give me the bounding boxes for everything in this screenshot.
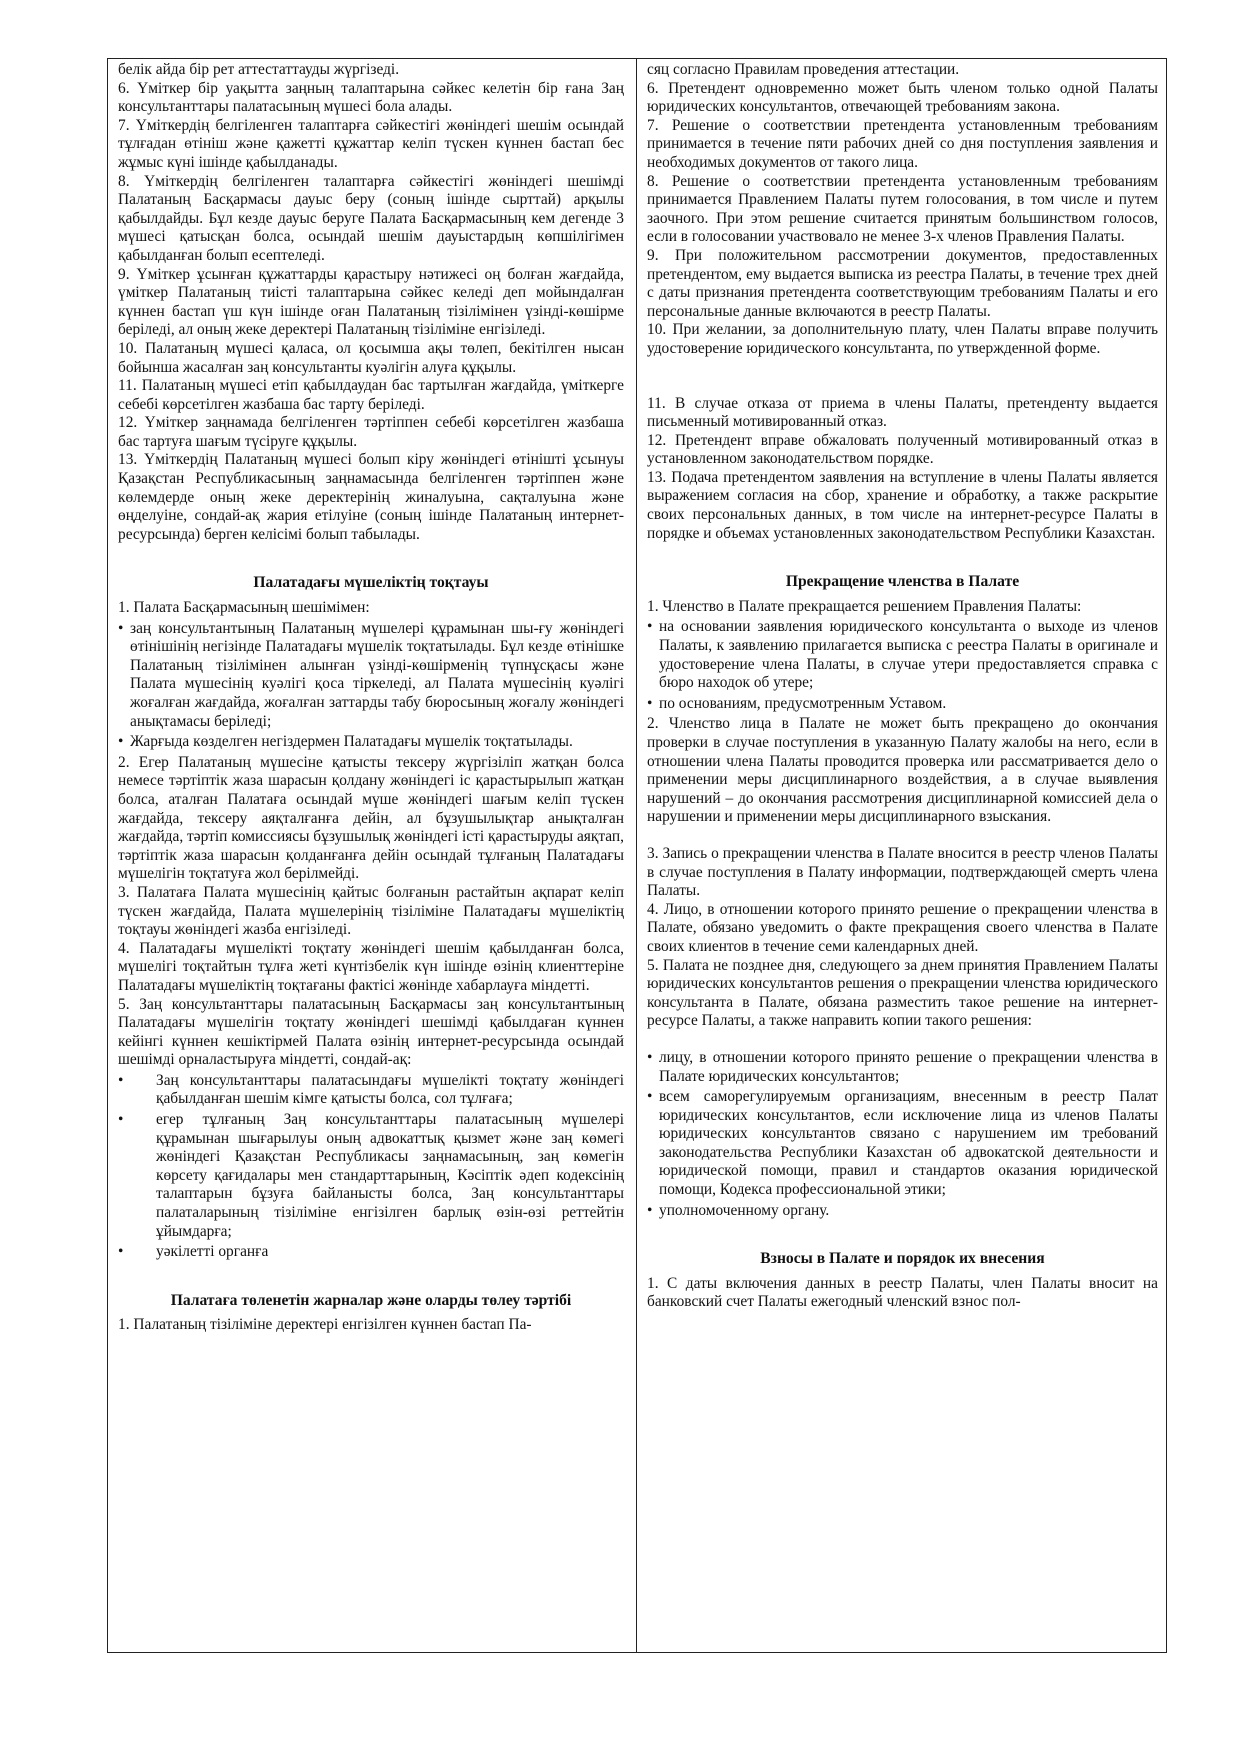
paragraph: 10. Палатаның мүшесі қаласа, ол қосымша ақы төлеп, бекітілген нысан бойынша жасалған заң консультанты куәлігін алуға құқылы. <box>118 339 624 376</box>
bullet-item: • заң консультантының Палатаның мүшелері құрамынан шы-ғу жөніндегі өтінішінің негізінде Палатадағы мүшелік тоқтатылады. Бұл кезде өтінішке Палатаның тізілімінен алынған үзінді-көшірменің түпнұсқасы және Палата мүшесінің куәлігі қоса тіркеледі, ал Палата мүшесінің куәлігі жоғалған жағдайда, жоғалған заттарды табу бюросының жоғалу жөніндегі анықтамасы беріледі; <box>118 619 624 730</box>
paragraph: 6. Үміткер бір уақытта заңның талаптарына сәйкес келетін бір ғана Заң консультанттары палатасының мүшесі бола алады. <box>118 79 624 116</box>
paragraph: 9. Үміткер ұсынған құжаттарды қарастыру нәтижесі оң болған жағдайда, үміткер Палатаның тиісті талаптарына сәйкес келеді деп мойындалған күннен бастап үш күн ішінде оған Палатаның тізілімінен үзінді-көшірме беріледі, ал оның жеке деректері Палатаның тізіліміне енгізіледі. <box>118 265 624 339</box>
paragraph: 1. С даты включения данных в реестр Палаты, член Палаты вносит на банковский счет Палаты ежегодный членский взнос пол- <box>647 1274 1158 1311</box>
paragraph: 10. При желании, за дополнительную плату, член Палаты вправе получить удостоверение юридического консультанта, по утвержденной форме. <box>647 321 1158 357</box>
paragraph: 8. Решение о соответствии претендента установленным требованиям принимается Правлением Палаты путем голосования, в том числе и путем заочного. При этом решение считается принятым большинством голосов, если в голосовании участвовало не менее 3-х членов Правления Палаты. <box>647 172 1158 246</box>
section-heading: Прекращение членства в Палате <box>785 573 1020 591</box>
paragraph: 6. Претендент одновременно может быть членом только одной Палаты юридических консультантов, отвечающей требованиям закона. <box>647 79 1158 116</box>
paragraph: белік айда бір рет аттестаттауды жүргізеді. <box>118 61 400 78</box>
paragraph: 13. Үміткердің Палатаның мүшесі болып кіру жөніндегі өтінішті ұсынуы Қазақстан Республикасының заңнамасында белгіленген тәртіппен және көлемдерде оның жеке деректерінің жиналуына, сақталуына және өңделуіне, сондай-ақ жария етілуіне (соның ішінде Палатаның интернет-ресурсында) берген келісімі болып табылады. <box>118 451 624 543</box>
bullet-icon: • <box>647 1048 653 1066</box>
bullet-item: • Заң консультанттары палатасындағы мүшелікті тоқтату жөніндегі қабылданған шешім кімге қатысты болса, сол тұлғаға; <box>118 1071 624 1108</box>
bullet-icon: • <box>118 733 124 751</box>
paragraph: 11. В случае отказа от приема в члены Палаты, претенденту выдается письменный мотивированный отказ. <box>647 394 1158 431</box>
bullet-item: • уәкілетті органға <box>118 1243 269 1261</box>
paragraph: 12. Претендент вправе обжаловать полученный мотивированный отказ в установленном законодательством порядке. <box>647 431 1158 468</box>
paragraph: сяц согласно Правилам проведения аттестации. <box>647 61 960 78</box>
paragraph: 3. Запись о прекращении членства в Палате вносится в реестр членов Палаты в случае поступления в Палату информации, подтверждающей смерть члена Палаты. <box>647 844 1158 900</box>
bullet-icon: • <box>647 1088 653 1106</box>
bullet-icon: • <box>647 1201 653 1219</box>
bullet-item: • егер тұлғаның Заң консультанттары палатасының мүшелері құрамынан шығарылуы оның адвокаттық қызмет және заң көмегі жөніндегі Қазақстан Республикасы заңнамасының, заң көмегін көрсету қағидалары мен стандарттарының, Кәсіптік әдеп кодексінің талаптарын бұзуға байланысты болса, Заң консультанттары палаталарының тізіліміне енгізілген барлық өзін-өзі реттейтін ұйымдарға; <box>118 1111 624 1240</box>
bullet-item: • по основаниям, предусмотренным Уставом. <box>647 694 947 712</box>
paragraph: 11. Палатаның мүшесі етіп қабылдаудан бас тартылған жағдайда, үміткерге себебі көрсетілген жазбаша бас тарту беріледі. <box>118 377 624 413</box>
paragraph: 2. Егер Палатаның мүшесіне қатысты тексеру жүргізіліп жатқан болса немесе тәртіптік жаза шарасын қолдану жөніндегі іс қарастырылып жатқан болса, аталған Палатаға осындай мүше жөніндегі шағым келіп түскен жағдайда, тексеру аяқталғанға дейін, ал бұзушылықтар анықталған жағдайда, тәртіп комиссиясы бұзушылық жөніндегі істі қарастыруды аяқтап, тәртіптік жаза шарасын қолданғанға дейін осындай тұлғаның Палатадағы мүшелігін тоқтатуға жол берілмейді. <box>118 753 624 883</box>
spacer <box>647 377 1158 395</box>
paragraph: 5. Заң консультанттары палатасының Басқармасы заң консультантының Палатадағы мүшелігін тоқтату жөніндегі шешімді қабылдаған күннен кейінгі күннен кешіктірмей Палата өзінің интернет-ресурсында осындай шешімді орналастыруға міндетті, сондай-ақ: <box>118 995 624 1069</box>
document-page <box>107 58 1167 1653</box>
paragraph: 1. Палатаның тізіліміне деректері енгізілген күннен бастап Па- <box>118 1316 532 1334</box>
paragraph: 1. Палата Басқармасының шешімімен: <box>118 599 370 617</box>
bullet-item: • лицу, в отношении которого принято решение о прекращении членства в Палате юридических консультантов; <box>647 1048 1158 1085</box>
section-heading: Палатадағы мүшеліктің тоқтауы <box>253 574 489 592</box>
bullet-icon: • <box>118 1111 124 1129</box>
bullet-item: • всем саморегулируемым организациям, внесенным в реестр Палат юридических консультантов, если исключение лица из членов Палаты юридических консультантов связано с нарушением им требований законодательства Республики Казахстан об адвокатской деятельности и юридической помощи, правил и стандартов оказания юридической помощи, Кодекса профессиональной этики; <box>647 1088 1158 1199</box>
paragraph: 12. Үміткер заңнамада белгіленген тәртіппен себебі көрсетілген жазбаша бас тартуға шағым түсіруге құқылы. <box>118 414 624 450</box>
kazakh-column <box>108 59 637 1652</box>
bullet-item: • на основании заявления юридического консультанта о выходе из членов Палаты, к заявлению прилагается выписка с реестра Палаты в оригинале и удостоверение члена Палаты, в случае утери предоставляется справка с бюро находок об утере; <box>647 618 1158 692</box>
bullet-icon: • <box>647 618 653 636</box>
russian-column <box>637 59 1166 1652</box>
paragraph: 13. Подача претендентом заявления на вступление в члены Палаты является выражением согласия на сбор, хранение и обработку, а также раскрытие своих персональных данных, в том числе на интернет-ресурсе Палаты в порядке и объемах установленных законодательством Республики Казахстан. <box>647 468 1158 542</box>
paragraph: 3. Палатаға Палата мүшесінің қайтыс болғанын растайтын ақпарат келіп түскен жағдайда, Палата мүшелерінің тізіліміне Палатадағы мүшеліктің тоқтауы жөніндегі жазба енгізіледі. <box>118 883 624 939</box>
bullet-item: • уполномоченному органу. <box>647 1201 830 1219</box>
bullet-icon: • <box>118 1071 124 1089</box>
paragraph: 2. Членство лица в Палате не может быть прекращено до окончания проверки в случае поступления в указанную Палату жалобы на него, если в отношении члена Палаты проводится проверка или рассматривается дело о применении меры дисциплинарного воздействия, а в случае выявления нарушений – до окончания рассмотрения дисциплинарной комиссией дела о нарушении и применении меры дисциплинарного взыскания. <box>647 715 1158 826</box>
paragraph: 4. Лицо, в отношении которого принято решение о прекращении членства в Палате, обязано уведомить о факте прекращения своего членства в Палате своих клиентов в течение семи календарных дней. <box>647 900 1158 955</box>
section-heading: Взносы в Палате и порядок их внесения <box>760 1250 1045 1268</box>
section-heading: Палатаға төленетін жарналар және оларды төлеу тәртібі <box>170 1291 572 1309</box>
paragraph: 7. Решение о соответствии претендента установленным требованиям принимается в течение пяти рабочих дней со дня поступления заявления и необходимых документов от такого лица. <box>647 116 1158 171</box>
bullet-icon: • <box>118 1243 124 1261</box>
paragraph: 9. При положительном рассмотрении документов, предоставленных претендентом, ему выдается выписка из реестра Палаты, в течение трех дней с даты признания претендента соответствующим требованиям Палаты и его персональные данные включаются в реестр Палаты. <box>647 246 1158 320</box>
bullet-icon: • <box>118 619 124 637</box>
paragraph: 8. Үміткердің белгіленген талаптарға сәйкестігі жөніндегі шешімді Палатаның Басқармасы дауыс беру (соның ішінде сырттай) арқылы қабылдайды. Бұл кезде дауыс беруге Палата Басқармасының кем дегенде 3 мүшесі қатысқан болса, осындай шешім дауыстардың көпшілігімен қабылданған болып есептеледі. <box>118 172 624 264</box>
paragraph: 1. Членство в Палате прекращается решением Правления Палаты: <box>647 597 1082 615</box>
paragraph: 7. Үміткердің белгіленген талаптарға сәйкестігі жөніндегі шешім осындай тұлғадан өтініш және қажетті құжаттар келіп түскен күннен бастап бес жұмыс күні ішінде қабылданады. <box>118 116 624 171</box>
paragraph: 5. Палата не позднее дня, следующего за днем принятия Правлением Палаты юридических консультантов решения о прекращении членства юридического консультанта в Палате, обязана разместить такое решение на интернет-ресурсе Палаты, а также направить копии такого решения: <box>647 956 1158 1030</box>
bullet-icon: • <box>647 694 653 712</box>
bullet-item: • Жарғыда көзделген негіздермен Палатадағы мүшелік тоқтатылады. <box>118 733 573 751</box>
paragraph: 4. Палатадағы мүшелікті тоқтату жөніндегі шешім қабылданған болса, мүшелігі тоқтайтын тұлға жеті күнтізбелік күн ішінде өзінің клиенттеріне Палатадағы мүшеліктің тоқтағаны фактісі жөнінде хабарлауға міндетті. <box>118 939 624 994</box>
